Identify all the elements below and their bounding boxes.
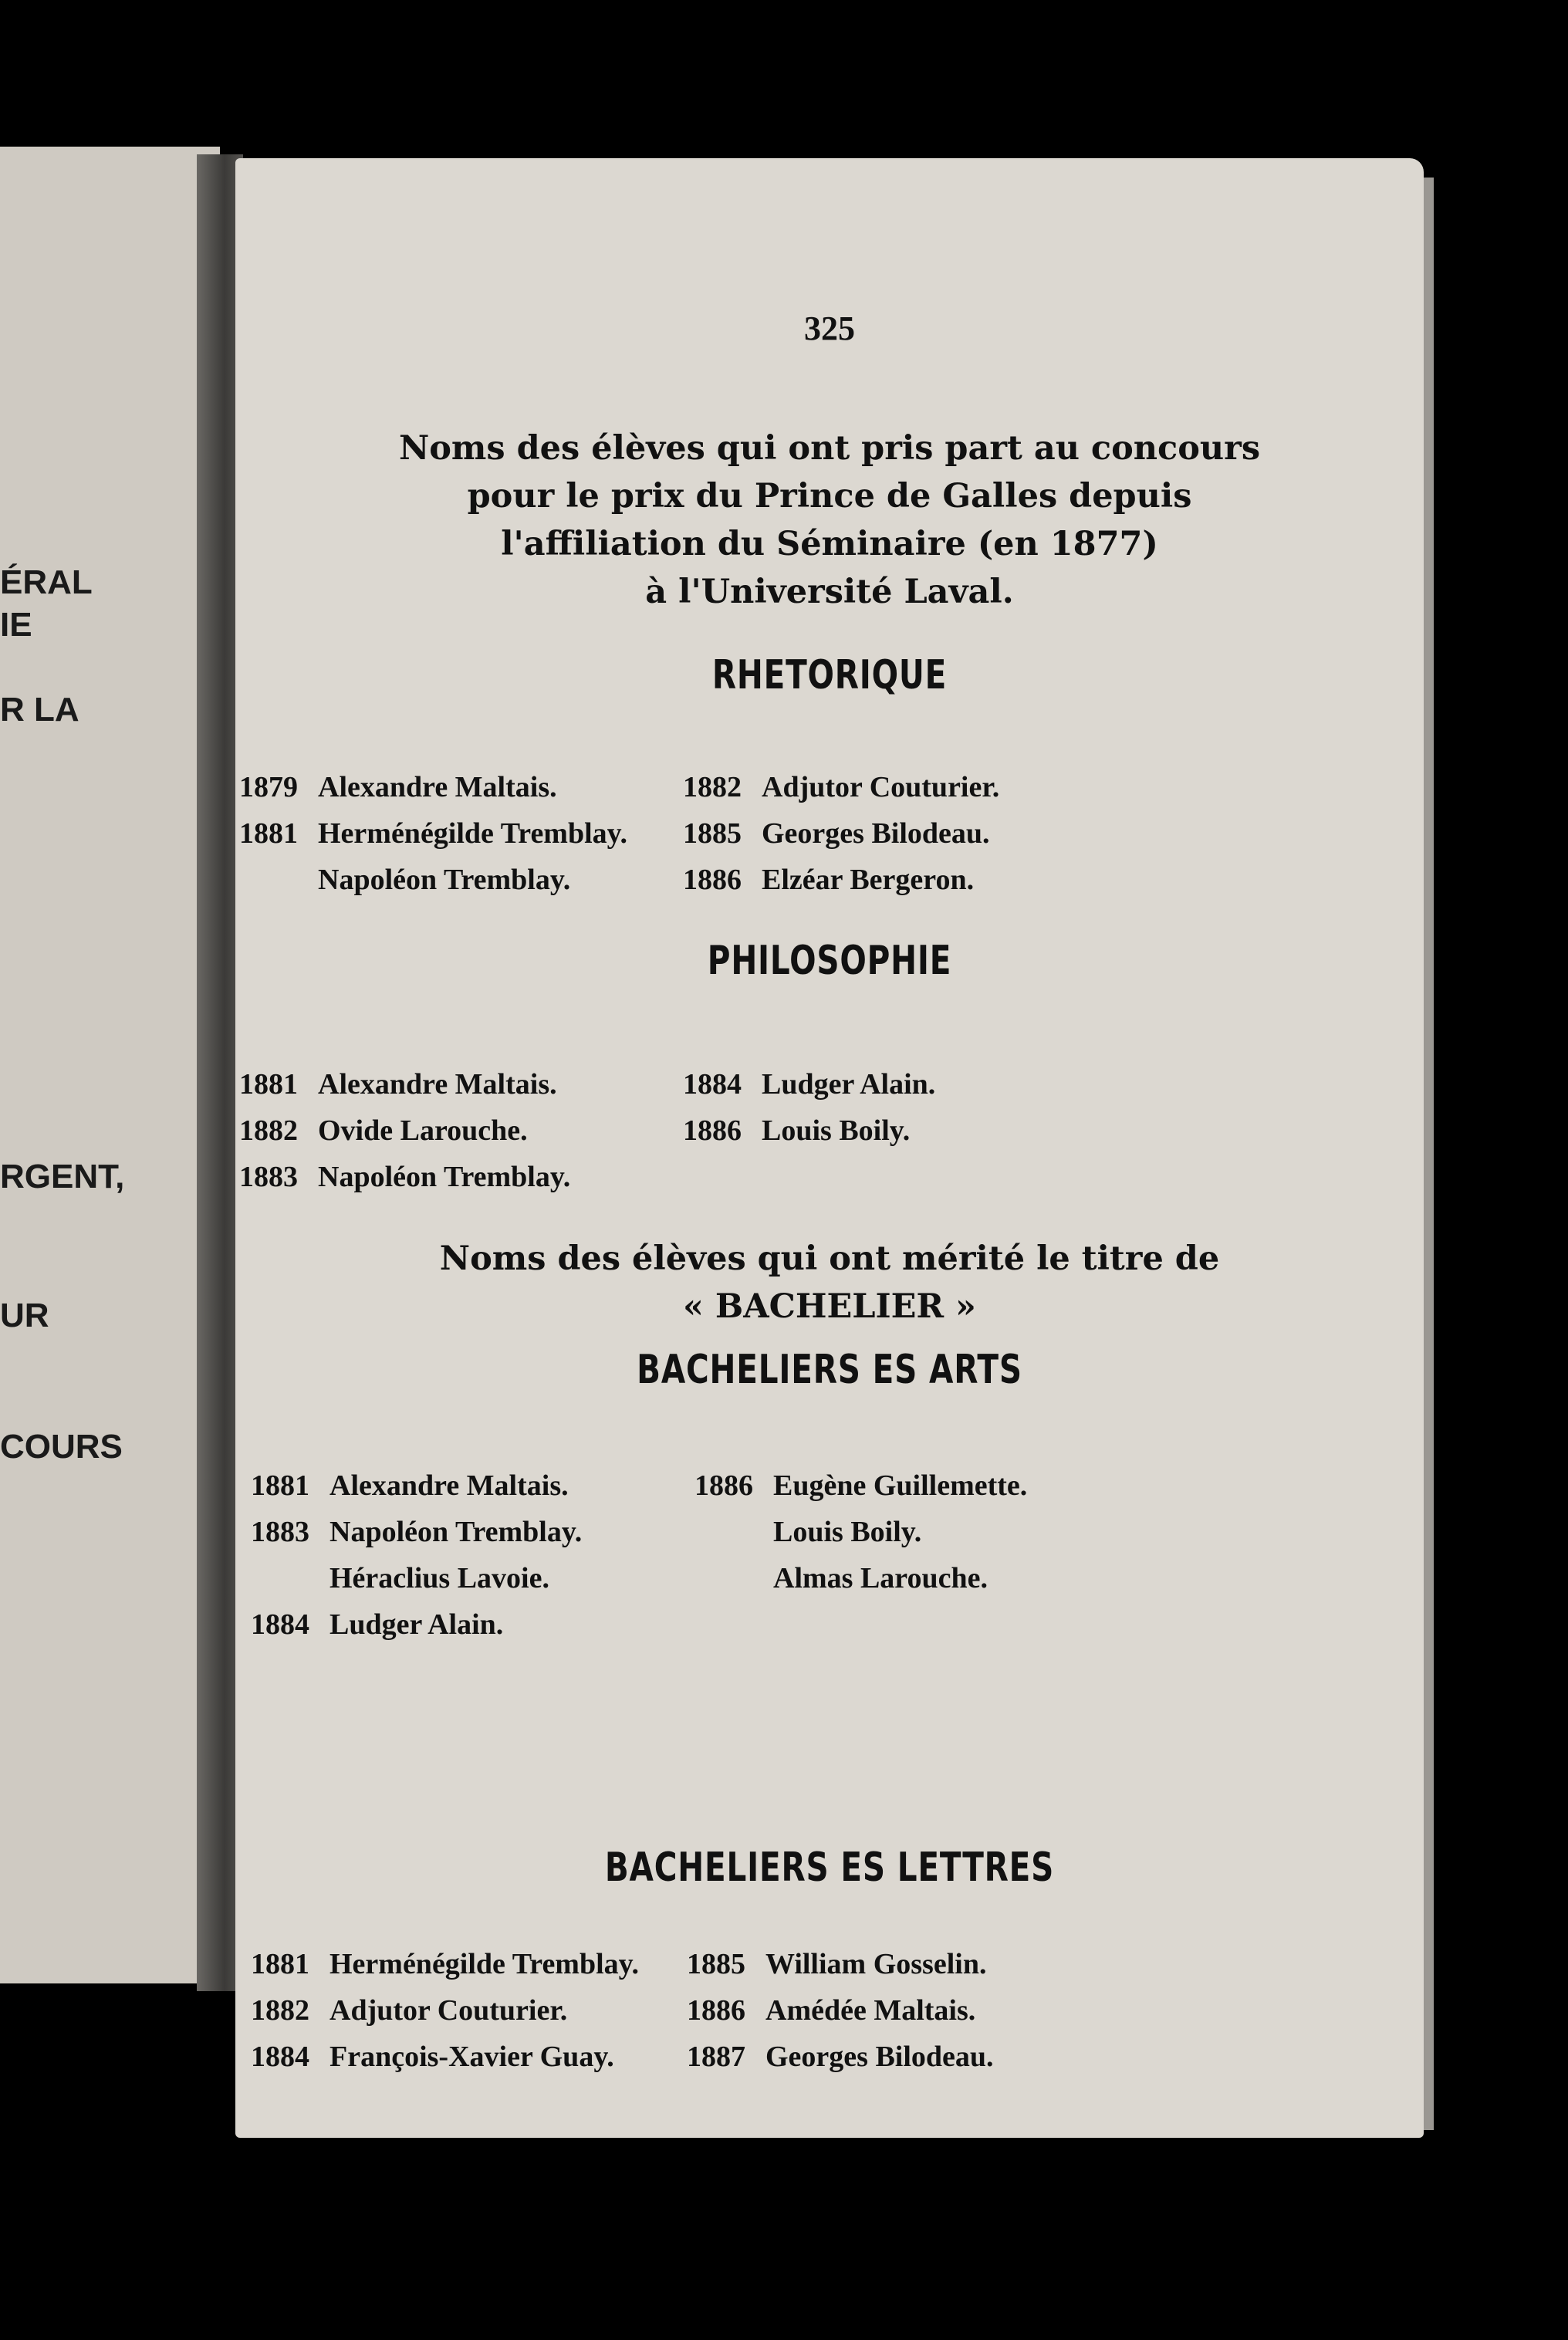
heading-line: Noms des élèves qui ont mérité le titre de [439,1239,1220,1278]
left-page-fragment: COURS [0,1428,123,1466]
student-name: Napoléon Tremblay. [329,1516,583,1548]
year: 1886 [683,864,742,896]
year: 1881 [251,1469,309,1502]
heading-prince-galles [235,424,1424,616]
student-name: Adjutor Couturier. [762,771,1000,803]
list-item [251,1555,582,1601]
student-name: Almas Larouche. [773,1562,988,1594]
bacheliers-lettres-right-column [687,1941,994,2080]
list-item [251,1941,639,1987]
list-item [683,1107,935,1154]
student-name: Alexandre Maltais. [329,1469,569,1502]
student-name: Alexandre Maltais. [318,771,557,803]
list-item [251,1987,639,2034]
bacheliers-lettres-left-column [251,1941,639,2080]
heading-line: à l'Université Laval. [645,573,1014,611]
year: 1882 [251,1994,309,2027]
year: 1886 [687,1994,745,2027]
list-item [239,810,627,857]
heading-line: pour le prix du Prince de Galles depuis [467,477,1192,516]
student-name: Herménégilde Tremblay. [318,817,628,850]
year: 1882 [683,771,742,803]
heading-line: l'affiliation du Séminaire (en 1877) [501,525,1158,563]
list-item [239,1061,570,1107]
student-name: Alexandre Maltais. [318,1068,557,1101]
left-page-fragment: ÉRAL [0,563,93,601]
list-item [687,1987,994,2034]
list-item [683,857,999,903]
student-name: Napoléon Tremblay. [318,864,571,896]
student-name: Herménégilde Tremblay. [329,1948,640,1980]
list-item [251,2034,639,2080]
student-name: Héraclius Lavoie. [329,1562,549,1594]
student-name: François-Xavier Guay. [329,2041,614,2073]
section-title-rhetorique: RHETORIQUE [711,652,948,698]
year: 1883 [239,1161,298,1193]
student-name: Georges Bilodeau. [762,817,990,850]
section-title-bacheliers-lettres: BACHELIERS ES LETTRES [604,1845,1055,1891]
left-page-fragment: IE [0,606,32,644]
list-item [683,764,999,810]
student-name: Georges Bilodeau. [765,2041,994,2073]
left-page-fragment: RGENT, [0,1158,125,1195]
year: 1884 [251,2041,309,2073]
rhetorique-left-column [239,764,627,903]
list-item [687,2034,994,2080]
list-item [683,1061,935,1107]
year: 1883 [251,1516,309,1548]
student-name: William Gosselin. [765,1948,987,1980]
list-item [239,1154,570,1200]
year: 1885 [683,817,742,850]
section-title-bacheliers-arts: BACHELIERS ES ARTS [637,1347,1022,1393]
student-name: Ovide Larouche. [318,1114,528,1147]
list-item [687,1941,994,1987]
student-name: Ludger Alain. [329,1608,504,1641]
student-name: Eugène Guillemette. [773,1469,1028,1502]
year: 1881 [251,1948,309,1980]
year: 1882 [239,1114,298,1147]
student-name: Elzéar Bergeron. [762,864,975,896]
philosophie-right-column [683,1061,935,1154]
list-item [251,1601,582,1648]
year: 1884 [683,1068,742,1101]
bacheliers-arts-left-column [251,1462,582,1648]
page-number: 325 [804,309,855,347]
year: 1879 [239,771,298,803]
year: 1886 [683,1114,742,1147]
student-name: Adjutor Couturier. [329,1994,568,2027]
list-item [694,1509,1027,1555]
list-item [251,1509,582,1555]
list-item [239,764,627,810]
list-item [683,810,999,857]
heading-bachelier [235,1235,1424,1331]
student-name: Louis Boily. [762,1114,911,1147]
bacheliers-arts-right-column [694,1462,1027,1601]
year: 1881 [239,817,298,850]
left-page-fragment: UR [0,1297,49,1334]
list-item [694,1462,1027,1509]
list-item [251,1462,582,1509]
left-page [0,147,220,1983]
heading-line: Noms des élèves qui ont pris part au concours [398,429,1261,468]
section-title-philosophie: PHILOSOPHIE [707,938,952,984]
year: 1881 [239,1068,298,1101]
year: 1884 [251,1608,309,1641]
rhetorique-right-column [683,764,999,903]
year: 1887 [687,2041,745,2073]
student-name: Amédée Maltais. [765,1994,976,2027]
student-name: Napoléon Tremblay. [318,1161,571,1193]
philosophie-left-column [239,1061,570,1200]
document-page [235,158,1424,2138]
left-page-fragment: R LA [0,691,79,729]
student-name: Louis Boily. [773,1516,922,1548]
heading-line: « BACHELIER » [683,1287,976,1326]
list-item [239,1107,570,1154]
year: 1885 [687,1948,745,1980]
student-name: Ludger Alain. [762,1068,936,1101]
list-item [694,1555,1027,1601]
list-item [239,857,627,903]
year: 1886 [694,1469,753,1502]
